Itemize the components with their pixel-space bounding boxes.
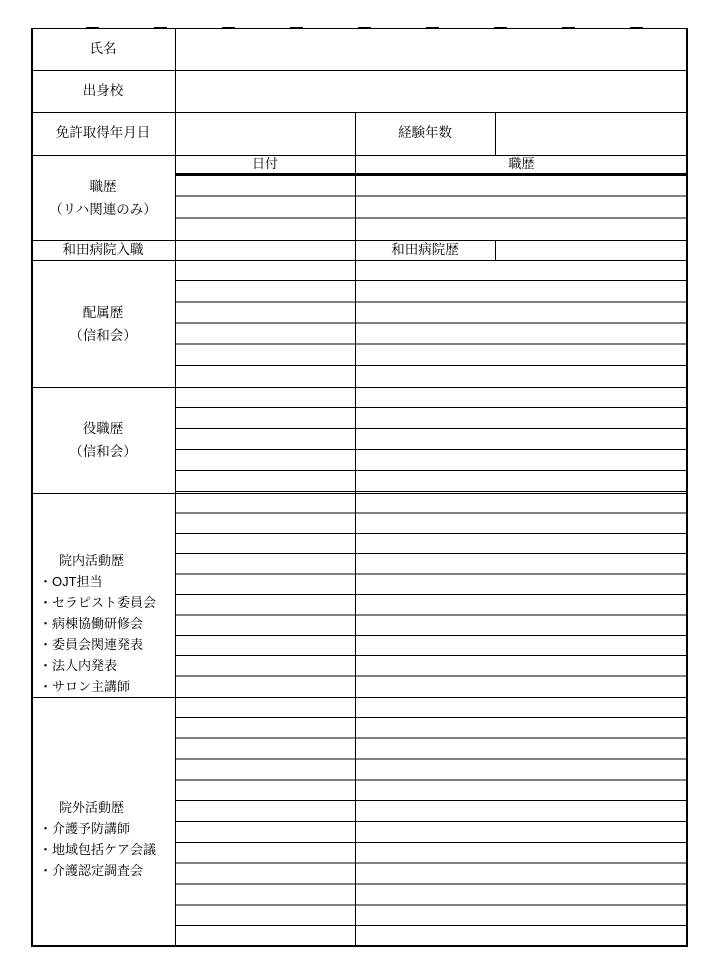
internal-activity-item: ・セラピスト委員会 — [39, 595, 157, 610]
internal-activity-item: ・OJT担当 — [39, 574, 103, 589]
history-column-header: 職歴 — [508, 156, 535, 172]
name-label: 氏名 — [89, 40, 117, 56]
internal-activity-item: ・病棟協働研修会 — [39, 616, 144, 631]
license-date-label: 免許取得年月日 — [55, 125, 151, 141]
external-activity-item: ・地域包括ケア会議 — [39, 842, 157, 857]
internal-activity-item: ・サロン主講師 — [39, 679, 131, 694]
external-activity-rows-area[interactable] — [175, 697, 686, 945]
external-activities-label — [31, 697, 175, 945]
roles-history-rows-area[interactable] — [175, 387, 686, 492]
wada-history-input-cell[interactable] — [496, 241, 687, 259]
roles-label-line2: （信和会） — [69, 444, 137, 459]
internal-activity-item: ・法人内発表 — [39, 658, 118, 673]
name-input-cell[interactable] — [176, 29, 687, 69]
work-history-label-line1: 職歴 — [89, 178, 117, 194]
internal-activity-rows-area[interactable] — [175, 493, 686, 696]
roles-label-line1: 役職歴 — [82, 421, 124, 436]
wada-history-label: 和田病院歴 — [391, 241, 459, 257]
career-history-table — [31, 28, 688, 947]
roles-label — [31, 387, 175, 493]
school-label: 出身校 — [82, 82, 124, 98]
external-activities-title: 院外活動歴 — [59, 800, 125, 815]
wada-join-date-input-cell[interactable] — [176, 241, 354, 259]
date-column-header: 日付 — [251, 156, 278, 172]
work-history-rows-area[interactable] — [175, 175, 686, 239]
assignment-label-line2: （信和会） — [69, 327, 137, 343]
internal-activity-item: ・委員会関連発表 — [39, 637, 144, 652]
assignment-history-rows-area[interactable] — [175, 260, 686, 386]
work-history-label — [31, 155, 175, 240]
license-date-input-cell[interactable] — [176, 113, 354, 154]
experience-years-label: 経験年数 — [398, 125, 452, 141]
assignment-label — [31, 260, 175, 387]
table-border-bottom — [31, 945, 688, 947]
internal-activities-title: 院内活動歴 — [59, 553, 125, 568]
wada-join-label: 和田病院入職 — [62, 241, 144, 257]
external-activity-item: ・介護認定調査会 — [39, 863, 144, 878]
assignment-label-line1: 配属歴 — [82, 304, 124, 320]
experience-years-input-cell[interactable] — [496, 113, 687, 154]
work-history-label-line2: （リハ関連のみ） — [49, 201, 157, 217]
internal-activities-label — [31, 493, 175, 697]
external-activity-item: ・介護予防講師 — [39, 821, 131, 836]
school-input-cell[interactable] — [176, 71, 687, 111]
